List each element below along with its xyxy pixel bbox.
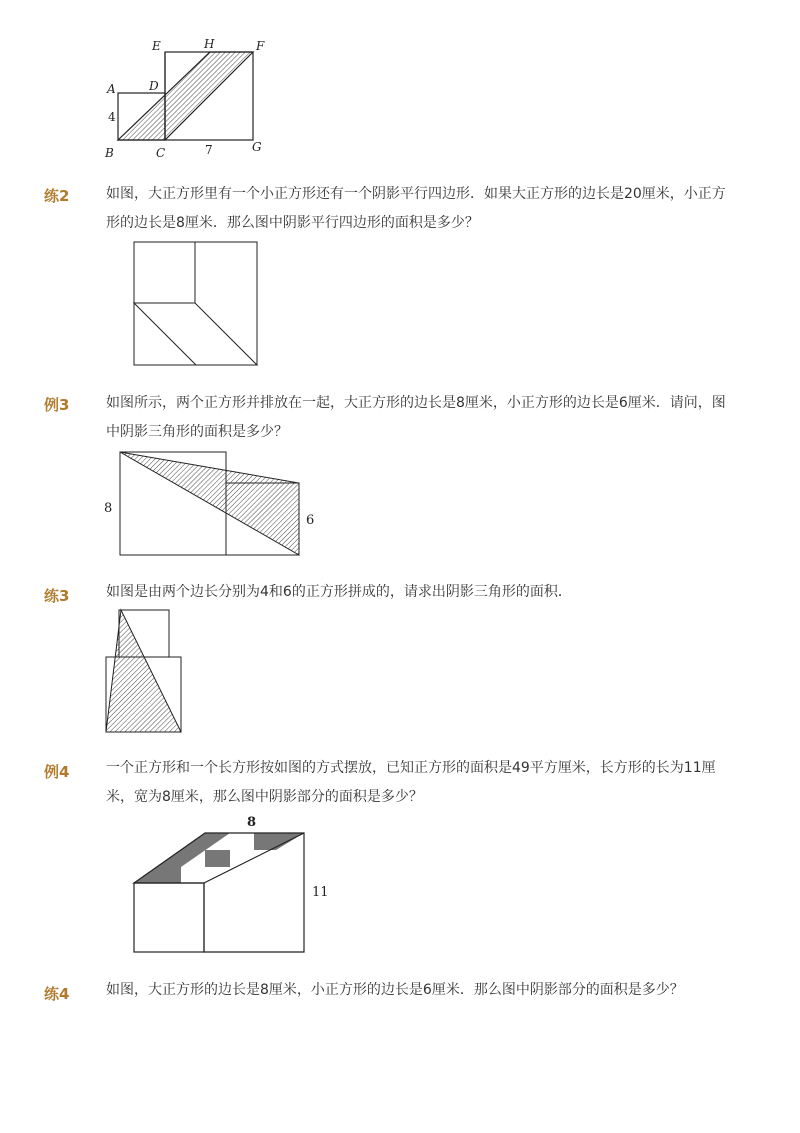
label-c: C	[156, 146, 166, 160]
problem-text: 如图所示，两个正方形并排放在一起，大正方形的边长是8厘米，小正方形的边长是6厘米．请问，图中阴影三角形的面积是多少？	[106, 395, 726, 440]
label-g: G	[252, 140, 262, 154]
label-side-8: 8	[104, 501, 113, 516]
label-side-7: 7	[205, 143, 213, 157]
problem-text: 如图，大正方形里有一个小正方形还有一个阴影平行四边形．如果大正方形的边长是20厘米，小正方形的边长是8厘米．那么图中阴影平行四边形的面积是多少？	[106, 186, 726, 231]
label-h: H	[204, 37, 215, 51]
shaded-triangle	[106, 610, 181, 732]
label-side-4: 4	[108, 110, 116, 124]
shaded-region	[254, 833, 304, 850]
figure-2-square	[130, 238, 265, 370]
label-top-8: 8	[247, 815, 257, 830]
problem-text: 一个正方形和一个长方形按如图的方式摆放，已知正方形的面积是49平方厘米，长方形的长为11厘米，宽为8厘米，那么图中阴影部分的面积是多少？	[106, 760, 716, 805]
label-e: E	[152, 39, 161, 53]
figure-3-two-squares	[100, 446, 320, 561]
label-d: D	[149, 79, 159, 93]
label-f: F	[256, 39, 265, 53]
label-a: A	[107, 82, 116, 96]
problem-text: 如图，大正方形的边长是8厘米，小正方形的边长是6厘米．那么图中阴影部分的面积是多少？	[106, 982, 684, 998]
problem-text: 如图是由两个边长分别为4和6的正方形拼成的，请求出阴影三角形的面积．	[106, 584, 572, 600]
label-b: B	[105, 146, 114, 160]
problem-label: 例4	[44, 763, 70, 781]
shaded-parallelogram	[118, 52, 253, 140]
problem-label: 练2	[44, 187, 70, 205]
problem-label: 练3	[44, 587, 70, 605]
label-side-6: 6	[306, 513, 315, 528]
label-side-11: 11	[312, 885, 329, 900]
shaded-region	[205, 850, 230, 867]
figure-5-square-rectangle	[128, 812, 333, 958]
problem-label: 例3	[44, 396, 70, 414]
figure-4-stacked-squares	[100, 604, 190, 738]
problem-label: 练4	[44, 985, 70, 1003]
shaded-triangle	[120, 452, 299, 555]
figure-1-parallelogram	[100, 30, 280, 165]
